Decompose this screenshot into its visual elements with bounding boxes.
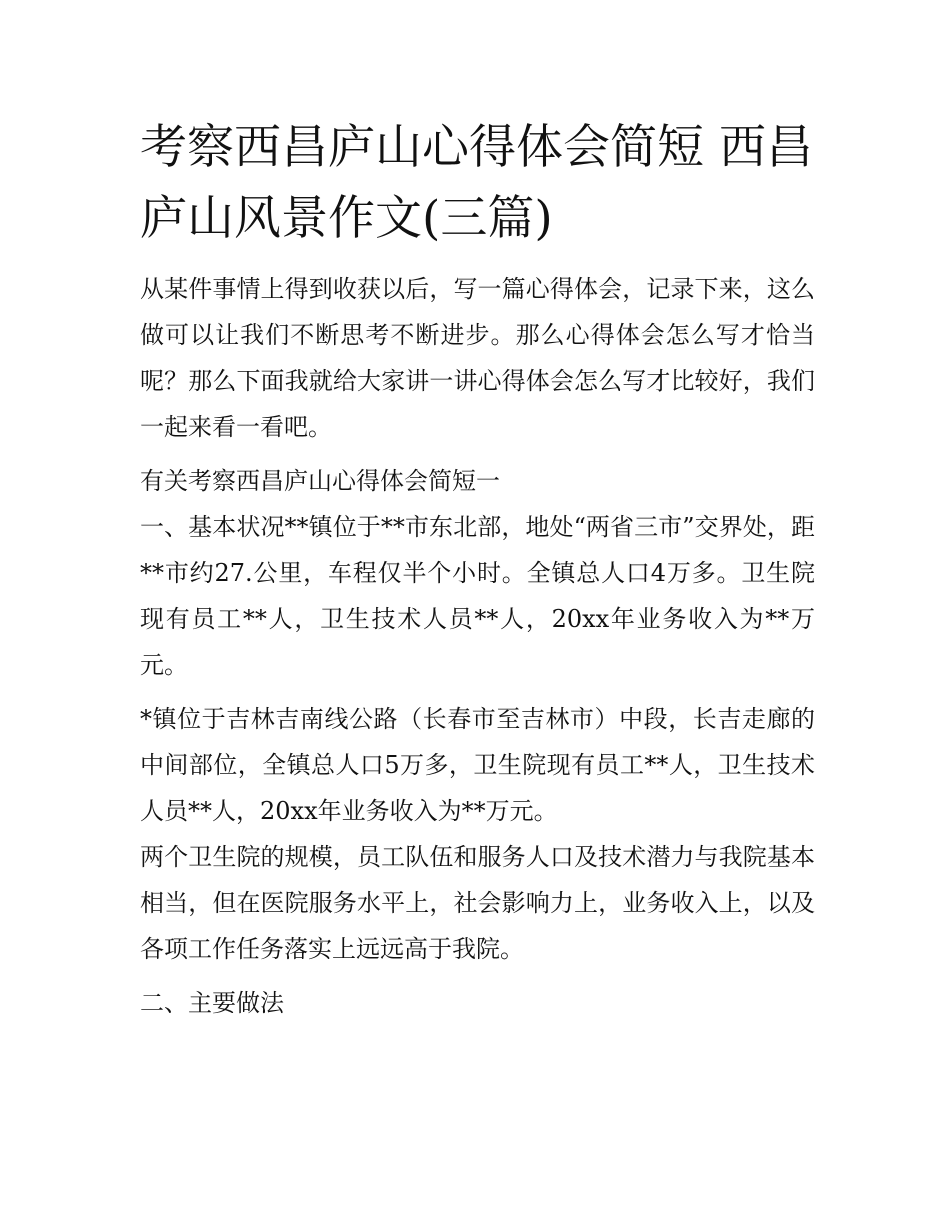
- document-title: 考察西昌庐山心得体会简短 西昌庐山风景作文(三篇): [140, 120, 813, 246]
- intro-paragraph: 从某件事情上得到收获以后，写一篇心得体会，记录下来，这么做可以让我们不断思考不断进步。那么心得体会怎么写才恰当呢？那么下面我就给大家讲一讲心得体会怎么写才比较好，我们一起来看一看吧。: [140, 275, 815, 441]
- main-methods-heading: 二、主要做法: [140, 989, 284, 1017]
- document-page: [140, 112, 815, 1034]
- section-heading: 有关考察西昌庐山心得体会简短一: [140, 467, 500, 495]
- basic-situation-paragraph: 一、基本状况**镇位于**市东北部，地处“两省三市”交界处，距**市约27.公里，车程仅半个小时。全镇总人口4万多。卫生院现有员工**人，卫生技术人员**人，20xx年业务收入为**万元。: [140, 513, 815, 679]
- comparison-paragraph: 两个卫生院的规模，员工队伍和服务人口及技术潜力与我院基本相当，但在医院服务水平上，社会影响力上，业务收入上，以及各项工作任务落实上远远高于我院。: [140, 843, 815, 963]
- town-paragraph: *镇位于吉林吉南线公路（长春市至吉林市）中段，长吉走廊的中间部位，全镇总人口5万多，卫生院现有员工**人，卫生技术人员**人，20xx年业务收入为**万元。: [140, 705, 815, 825]
